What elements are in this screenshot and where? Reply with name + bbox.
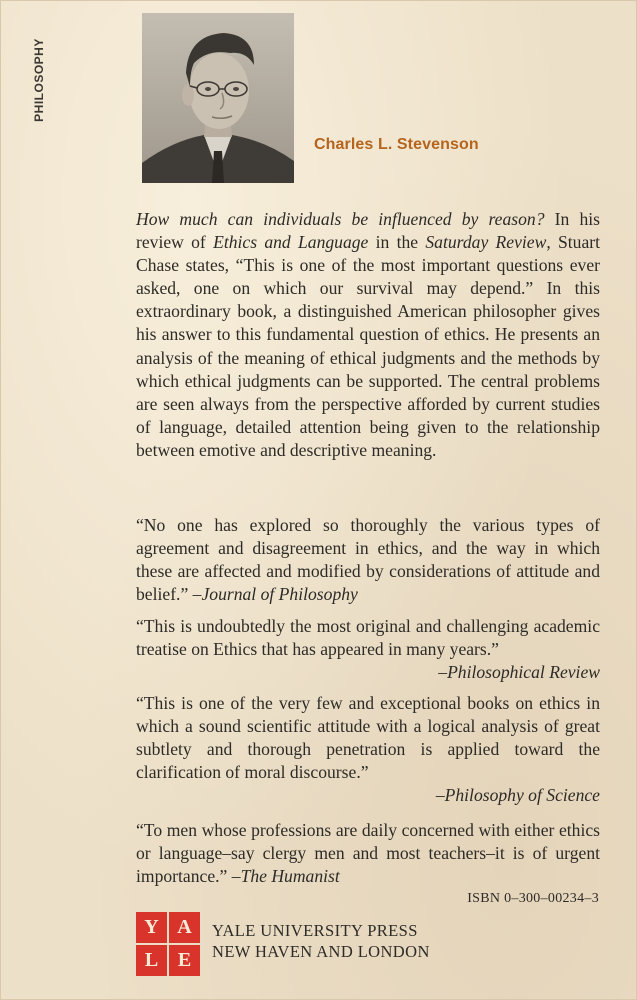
review-1-text: “No one has explored so thoroughly the various types of agreement and disagreement in ethics, and the way in which these are affected and modified by considerations of attitude and belief.”	[136, 515, 600, 605]
publisher-location: NEW HAVEN AND LONDON	[212, 942, 430, 961]
author-name: Charles L. Stevenson	[314, 136, 479, 153]
review-3-source: –Philosophy of Science	[435, 785, 600, 806]
description-title-1: Ethics and Language	[213, 232, 369, 253]
description-question: How much can individuals be influenced by reason?	[136, 209, 545, 229]
review-1-quote	[136, 514, 600, 606]
publisher-name: YALE UNIVERSITY PRESS	[212, 921, 418, 940]
review-3-quote	[136, 692, 600, 807]
review-4	[136, 819, 600, 888]
review-4-text: “To men whose professions are daily concerned with either ethics or language–say clergy men and most teachers–it is of urgent importance.”	[136, 820, 600, 887]
description-part-2: in the	[368, 232, 426, 253]
description-paragraph	[136, 208, 600, 462]
description-title-2: Saturday Review	[425, 232, 547, 253]
review-3	[136, 692, 600, 807]
review-4-quote	[136, 819, 600, 888]
isbn-number: ISBN 0–300–00234–3	[467, 891, 599, 906]
yale-press-logo	[136, 912, 200, 976]
book-description	[136, 208, 600, 462]
author-photo	[142, 13, 294, 183]
author-portrait-image	[142, 13, 294, 183]
review-2	[136, 615, 600, 684]
category-label	[30, 40, 48, 120]
logo-letter-e: E	[169, 945, 200, 976]
logo-letter-y: Y	[136, 912, 167, 943]
description-part-3: , Stuart Chase states, “This is one of the most important questions ever asked, one on which our survival may depend.” In this extraordinary book, a distinguished American philosopher gives his answer to this fundamental question of ethics. He presents an analysis of the meaning of ethical judgments and the methods by which ethical judgments can be supported. The central problems are seen always from the perspective afforded by current studies of language, detailed attention being given to the relationship between emotive and descriptive meaning.	[136, 232, 601, 460]
logo-letter-l: L	[136, 945, 167, 976]
category-text: PHILOSOPHY	[32, 38, 46, 122]
review-1	[136, 514, 600, 606]
review-1-source: –Journal of Philosophy	[192, 584, 358, 605]
description-part-1: In his review of	[136, 209, 600, 253]
review-4-source: –The Humanist	[231, 866, 340, 887]
review-3-text: “This is one of the very few and exceptional books on ethics in which a sound scientific attitude with a logical analysis of great subtlety and thorough penetration is applied toward the clarification of moral discourse.”	[136, 693, 600, 783]
review-2-text: “This is undoubtedly the most original and challenging academic treatise on Ethics that has appeared in many years.”	[136, 616, 600, 660]
logo-letter-a: A	[169, 912, 200, 943]
review-2-source: –Philosophical Review	[438, 662, 600, 683]
publisher-info	[212, 920, 430, 962]
review-2-quote	[136, 615, 600, 683]
